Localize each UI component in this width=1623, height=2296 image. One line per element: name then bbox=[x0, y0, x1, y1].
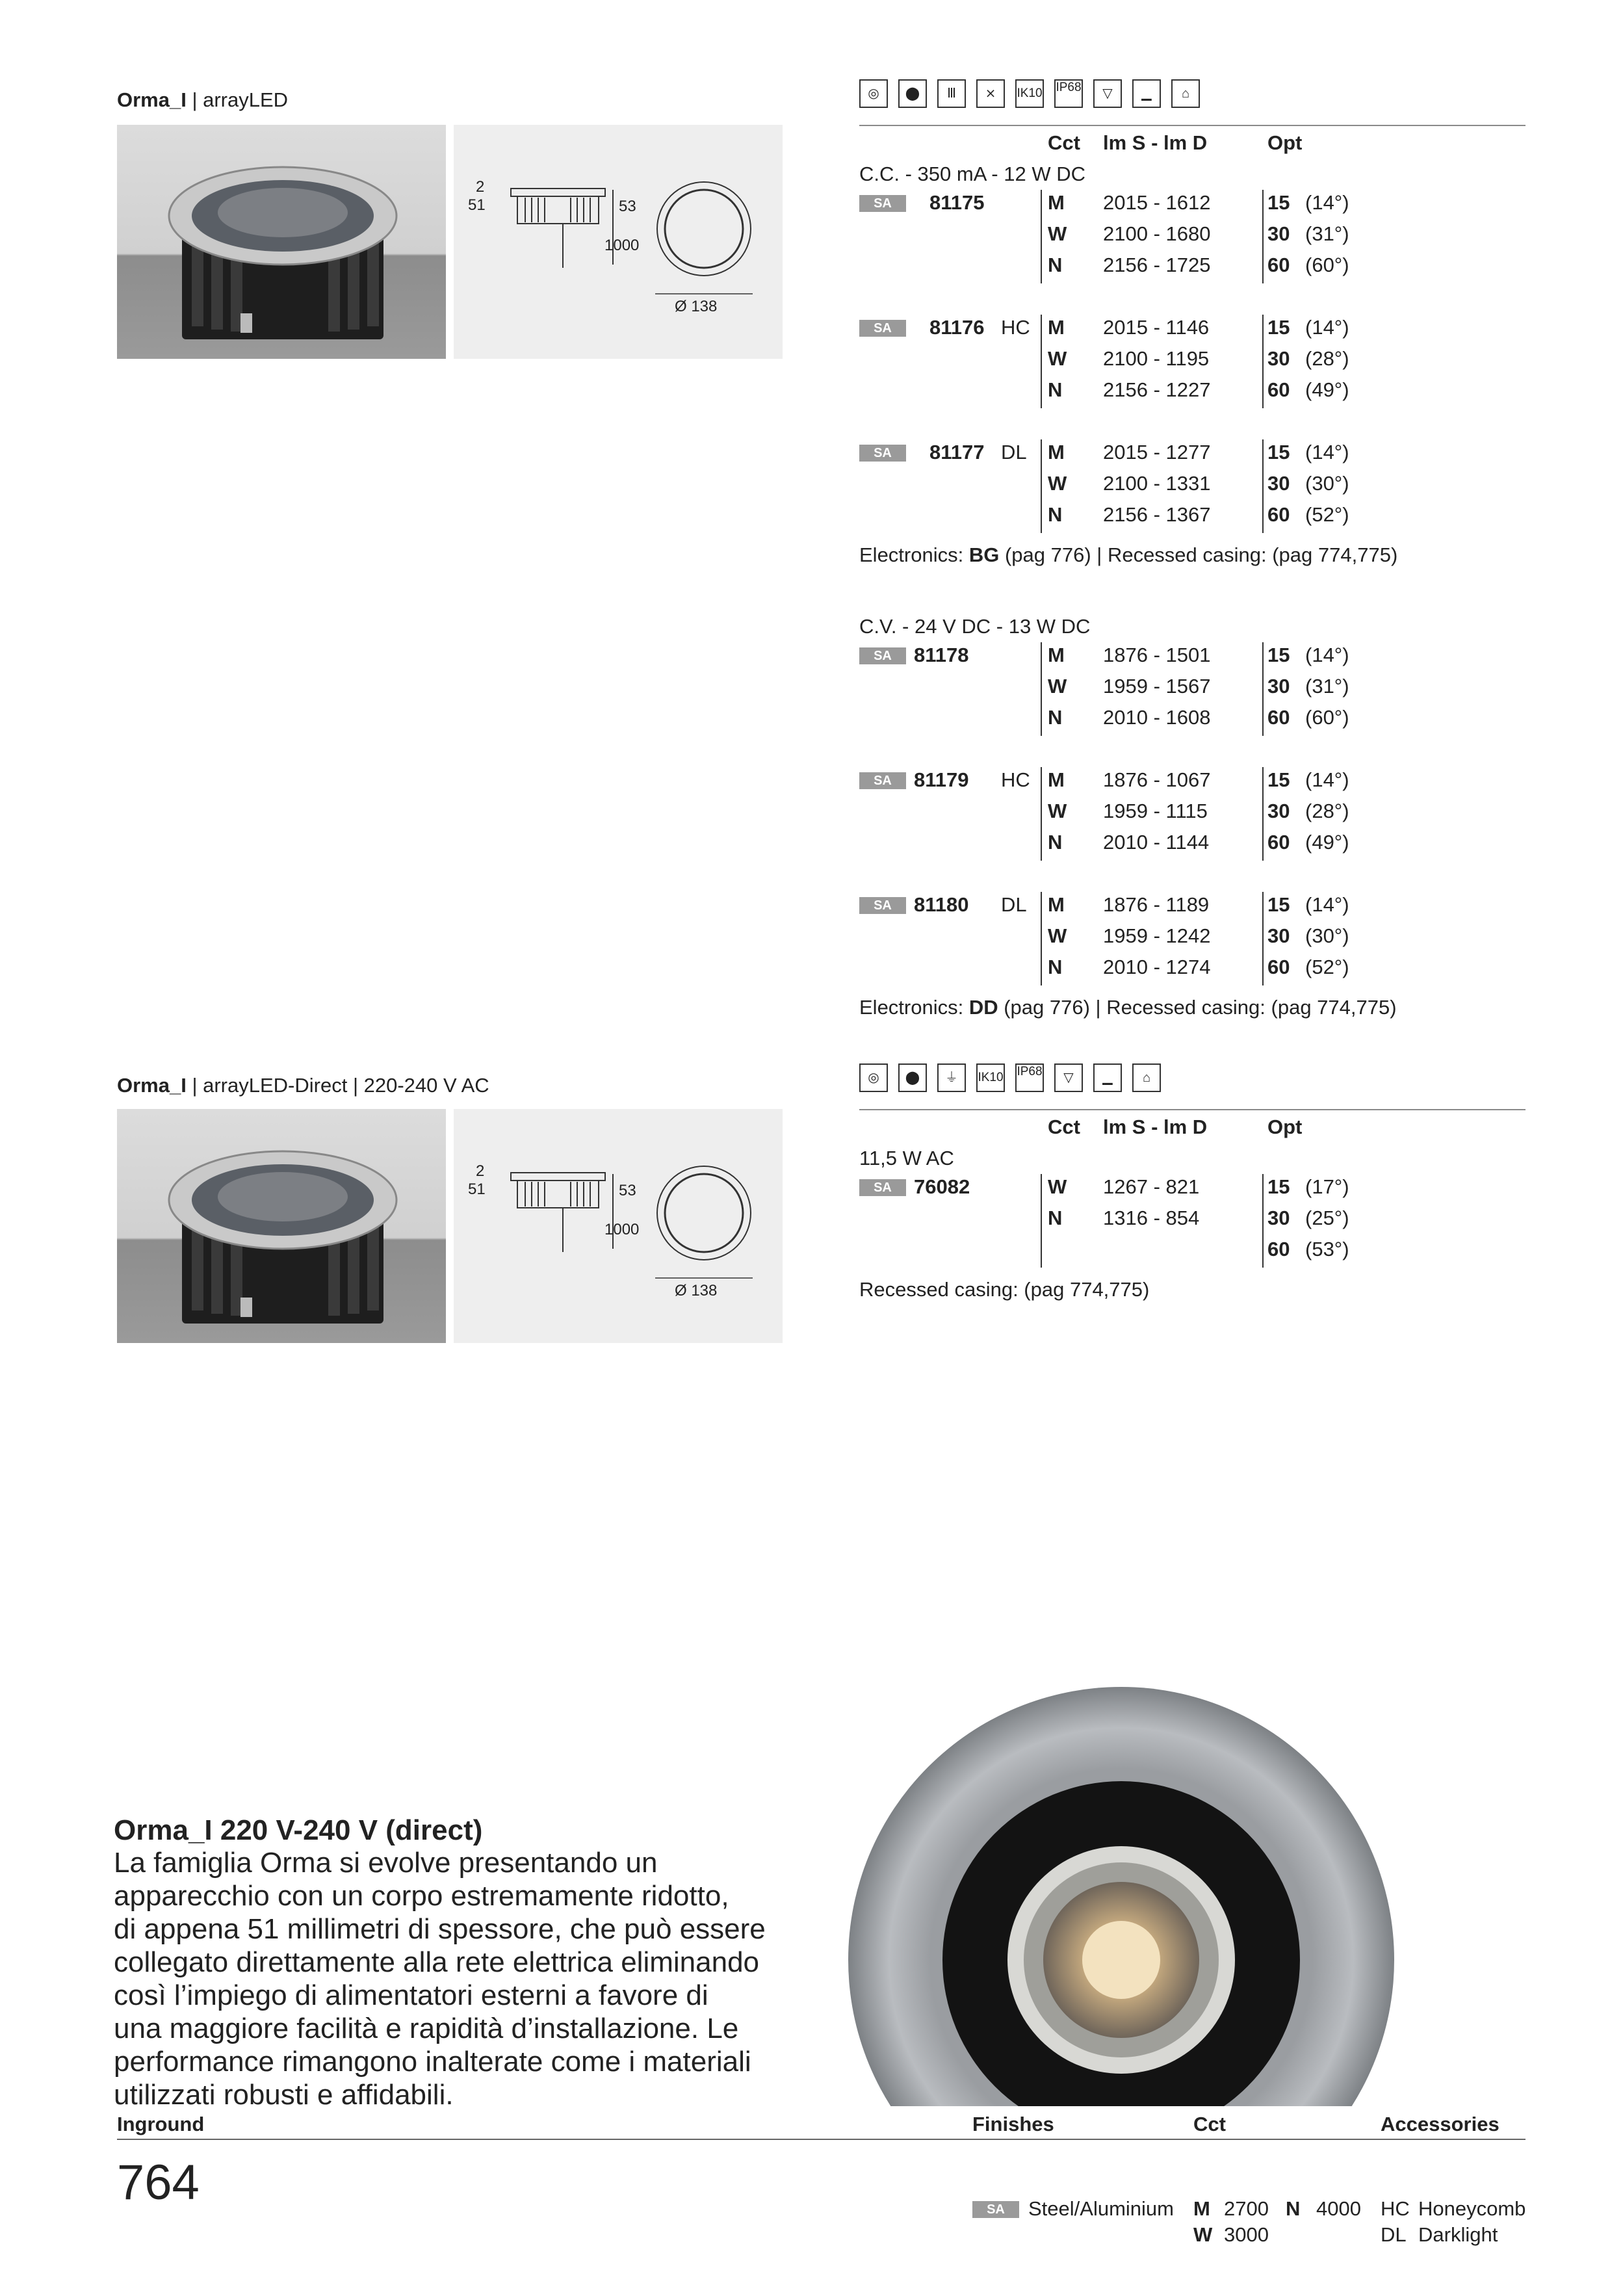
beam-angle: (14°) bbox=[1305, 191, 1349, 214]
optic-value: 30 bbox=[1267, 222, 1290, 245]
product-photo bbox=[117, 125, 446, 359]
description-line: di appena 51 millimetri di spessore, che può essere bbox=[114, 1913, 766, 1945]
optic-value: 30 bbox=[1267, 924, 1290, 947]
electronics-note: Electronics: DD (pag 776) | Recessed casing: (pag 774,775) bbox=[859, 996, 1397, 1019]
optic-value: 60 bbox=[1267, 956, 1290, 978]
beam-angle: (60°) bbox=[1305, 254, 1349, 276]
optic-value: 15 bbox=[1267, 1175, 1290, 1198]
dim-51: 51 bbox=[468, 196, 486, 214]
recessed-note: Recessed casing: (pag 774,775) bbox=[859, 1278, 1150, 1301]
cct-divider bbox=[1041, 315, 1042, 408]
dim-53: 53 bbox=[619, 1182, 636, 1199]
optic-value: 60 bbox=[1267, 503, 1290, 526]
beam-angle: (14°) bbox=[1305, 644, 1349, 666]
recessed-icon: ◎ bbox=[859, 79, 888, 108]
lumen-value: 2015 - 1612 bbox=[1103, 191, 1211, 214]
opt-divider bbox=[1262, 1174, 1264, 1268]
ik10-icon: IK10 bbox=[976, 1063, 1005, 1092]
footprint-icon: ⬤ bbox=[898, 79, 927, 108]
product-photo-illustration bbox=[117, 125, 446, 359]
technical-drawing bbox=[454, 125, 783, 359]
footer-cct-label: Cct bbox=[1193, 2113, 1226, 2135]
cct-value: M bbox=[1048, 316, 1065, 339]
earth-icon: ⏚ bbox=[937, 1063, 966, 1092]
optic-value: 30 bbox=[1267, 1207, 1290, 1229]
optic-value: 60 bbox=[1267, 831, 1290, 854]
description-title: Orma_I 220 V-240 V (direct) bbox=[114, 1814, 483, 1846]
variant: HC bbox=[1001, 316, 1030, 339]
col-lm: lm S - lm D bbox=[1103, 131, 1208, 154]
finish-badge: SA bbox=[859, 897, 906, 914]
accessory-code: HC bbox=[1381, 2197, 1410, 2220]
electronics-note: Electronics: BG (pag 776) | Recessed casing: (pag 774,775) bbox=[859, 543, 1398, 566]
finish-badge: SA bbox=[859, 1179, 906, 1196]
col-cct: Cct bbox=[1048, 1115, 1080, 1138]
dim-2: 2 bbox=[476, 1162, 485, 1180]
optic-value: 60 bbox=[1267, 378, 1290, 401]
cct-value: N bbox=[1048, 956, 1063, 978]
cct-code: N bbox=[1286, 2197, 1301, 2220]
outdoor-icon: ⌂ bbox=[1132, 1063, 1161, 1092]
lumen-value: 1959 - 1242 bbox=[1103, 924, 1211, 947]
cct-value: M bbox=[1048, 644, 1065, 666]
product-code: 81175 bbox=[929, 191, 985, 214]
group-label: 11,5 W AC bbox=[859, 1147, 954, 1169]
class-iii-icon: Ⅲ bbox=[937, 79, 966, 108]
optic-value: 15 bbox=[1267, 191, 1290, 214]
cct-kelvin: 3000 bbox=[1224, 2223, 1269, 2246]
lumen-value: 2010 - 1608 bbox=[1103, 706, 1211, 729]
optic-value: 30 bbox=[1267, 347, 1290, 370]
beam-angle: (14°) bbox=[1305, 316, 1349, 339]
cct-value: N bbox=[1048, 503, 1063, 526]
beam-angle: (49°) bbox=[1305, 831, 1349, 854]
accessory-name: Honeycomb bbox=[1418, 2197, 1526, 2220]
col-opt: Opt bbox=[1267, 131, 1303, 154]
description-line: performance rimangono inalterate come i materiali bbox=[114, 2046, 751, 2078]
header-divider bbox=[859, 1109, 1526, 1110]
product-code: 76082 bbox=[914, 1175, 970, 1198]
description-line: apparecchio con un corpo estremamente ridotto, bbox=[114, 1880, 729, 1912]
dim-1000: 1000 bbox=[604, 1221, 640, 1238]
cct-value: W bbox=[1048, 800, 1067, 822]
section1-title: Orma_I | arrayLED bbox=[117, 88, 289, 111]
beam-angle: (17°) bbox=[1305, 1175, 1349, 1198]
product-code: 81180 bbox=[914, 893, 969, 916]
cct-value: M bbox=[1048, 441, 1065, 463]
optic-value: 15 bbox=[1267, 768, 1290, 791]
product-code: 81178 bbox=[914, 644, 969, 666]
lumen-value: 2100 - 1331 bbox=[1103, 472, 1211, 495]
lumen-value: 1876 - 1189 bbox=[1103, 893, 1210, 916]
optic-value: 15 bbox=[1267, 644, 1290, 666]
section2-title: Orma_I | arrayLED-Direct | 220-240 V AC bbox=[117, 1074, 489, 1097]
col-opt: Opt bbox=[1267, 1115, 1303, 1138]
dim-diameter: Ø 138 bbox=[675, 1282, 718, 1299]
lumen-value: 2010 - 1274 bbox=[1103, 956, 1211, 978]
col-cct: Cct bbox=[1048, 131, 1080, 154]
optic-value: 15 bbox=[1267, 441, 1290, 463]
footer-divider bbox=[117, 2139, 1526, 2140]
footer-finishes-label: Finishes bbox=[972, 2113, 1054, 2135]
dim-diameter: Ø 138 bbox=[675, 298, 718, 315]
variant: HC bbox=[1001, 768, 1030, 791]
opt-divider bbox=[1262, 642, 1264, 736]
cct-divider bbox=[1041, 439, 1042, 533]
product-code: 81179 bbox=[914, 768, 969, 791]
cct-divider bbox=[1041, 767, 1042, 861]
cct-value: W bbox=[1048, 675, 1067, 698]
beam-angle: (14°) bbox=[1305, 441, 1349, 463]
footprint-icon: ⬤ bbox=[898, 1063, 927, 1092]
lumen-value: 1876 - 1067 bbox=[1103, 768, 1211, 791]
beam-icon: ▽ bbox=[1093, 79, 1122, 108]
beam-angle: (31°) bbox=[1305, 675, 1349, 698]
lumen-value: 1959 - 1567 bbox=[1103, 675, 1211, 698]
cct-value: N bbox=[1048, 254, 1063, 276]
opt-divider bbox=[1262, 767, 1264, 861]
beam-angle: (31°) bbox=[1305, 222, 1349, 245]
beam-angle: (52°) bbox=[1305, 956, 1349, 978]
finish-name: Steel/Aluminium bbox=[1028, 2197, 1174, 2220]
lumen-value: 1876 - 1501 bbox=[1103, 644, 1211, 666]
cct-divider bbox=[1041, 190, 1042, 283]
dim-53: 53 bbox=[619, 198, 636, 215]
cct-divider bbox=[1041, 642, 1042, 736]
beam-angle: (14°) bbox=[1305, 893, 1349, 916]
recessed-icon: ◎ bbox=[859, 1063, 888, 1092]
cct-kelvin: 2700 bbox=[1224, 2197, 1269, 2220]
opt-divider bbox=[1262, 892, 1264, 985]
product-code: 81177 bbox=[929, 441, 985, 463]
ik10-icon: IK10 bbox=[1015, 79, 1044, 108]
page-number: 764 bbox=[117, 2155, 200, 2210]
beam-angle: (14°) bbox=[1305, 768, 1349, 791]
optic-value: 60 bbox=[1267, 706, 1290, 729]
cct-value: W bbox=[1048, 222, 1067, 245]
cct-value: N bbox=[1048, 1207, 1063, 1229]
product-photo bbox=[117, 1109, 446, 1343]
beam-icon: ▽ bbox=[1054, 1063, 1083, 1092]
lumen-value: 2015 - 1277 bbox=[1103, 441, 1211, 463]
lumen-value: 2100 - 1195 bbox=[1103, 347, 1210, 370]
closeup-illustration bbox=[845, 1684, 1417, 2106]
optic-value: 30 bbox=[1267, 675, 1290, 698]
lumen-value: 1959 - 1115 bbox=[1103, 800, 1208, 822]
lumen-value: 1267 - 821 bbox=[1103, 1175, 1200, 1198]
cct-value: M bbox=[1048, 768, 1065, 791]
lumen-value: 2156 - 1227 bbox=[1103, 378, 1211, 401]
ground-icon: ▁ bbox=[1093, 1063, 1122, 1092]
cct-value: N bbox=[1048, 831, 1063, 854]
finish-badge: SA bbox=[859, 320, 906, 337]
outdoor-icon: ⌂ bbox=[1171, 79, 1200, 108]
opt-divider bbox=[1262, 439, 1264, 533]
variant: DL bbox=[1001, 441, 1027, 463]
cct-divider bbox=[1041, 1174, 1042, 1268]
beam-angle: (30°) bbox=[1305, 924, 1349, 947]
cct-value: W bbox=[1048, 472, 1067, 495]
lumen-value: 2156 - 1725 bbox=[1103, 254, 1211, 276]
ground-icon: ▁ bbox=[1132, 79, 1161, 108]
product-code: 81176 bbox=[929, 316, 985, 339]
dim-1000: 1000 bbox=[604, 237, 640, 254]
optic-value: 30 bbox=[1267, 800, 1290, 822]
optic-value: 15 bbox=[1267, 316, 1290, 339]
finish-badge: SA bbox=[859, 647, 906, 664]
optic-value: 60 bbox=[1267, 254, 1290, 276]
beam-angle: (49°) bbox=[1305, 378, 1349, 401]
lumen-value: 2015 - 1146 bbox=[1103, 316, 1210, 339]
beam-angle: (25°) bbox=[1305, 1207, 1349, 1229]
lumen-value: 2100 - 1680 bbox=[1103, 222, 1211, 245]
technical-drawing bbox=[454, 1109, 783, 1343]
finish-badge: SA bbox=[972, 2201, 1019, 2218]
lumen-value: 2156 - 1367 bbox=[1103, 503, 1211, 526]
opt-divider bbox=[1262, 315, 1264, 408]
finish-badge: SA bbox=[859, 445, 906, 462]
beam-angle: (28°) bbox=[1305, 347, 1349, 370]
cct-code: M bbox=[1193, 2197, 1210, 2220]
description-line: collegato direttamente alla rete elettrica eliminando bbox=[114, 1946, 760, 1978]
beam-angle: (30°) bbox=[1305, 472, 1349, 495]
ip68-icon: IP68 bbox=[1054, 79, 1083, 108]
description-line: utilizzati robusti e affidabili. bbox=[114, 2079, 454, 2111]
beam-angle: (52°) bbox=[1305, 503, 1349, 526]
lumen-value: 1316 - 854 bbox=[1103, 1207, 1200, 1229]
header-divider bbox=[859, 125, 1526, 126]
optic-value: 15 bbox=[1267, 893, 1290, 916]
footer-accessories-label: Accessories bbox=[1381, 2113, 1500, 2135]
cct-value: W bbox=[1048, 347, 1067, 370]
col-lm: lm S - lm D bbox=[1103, 1115, 1208, 1138]
variant: DL bbox=[1001, 893, 1027, 916]
group-label: C.C. - 350 mA - 12 W DC bbox=[859, 163, 1085, 185]
cct-kelvin: 4000 bbox=[1316, 2197, 1361, 2220]
group-label: C.V. - 24 V DC - 13 W DC bbox=[859, 615, 1091, 638]
finish-badge: SA bbox=[859, 772, 906, 789]
lumen-value: 2010 - 1144 bbox=[1103, 831, 1210, 854]
cct-value: W bbox=[1048, 924, 1067, 947]
finish-badge: SA bbox=[859, 195, 906, 212]
cct-divider bbox=[1041, 892, 1042, 985]
optic-value: 60 bbox=[1267, 1238, 1290, 1260]
product-closeup-photo bbox=[845, 1684, 1417, 2106]
beam-angle: (60°) bbox=[1305, 706, 1349, 729]
cct-value: M bbox=[1048, 191, 1065, 214]
dim-2: 2 bbox=[476, 178, 485, 196]
product-photo-illustration bbox=[117, 1109, 446, 1343]
description-line: La famiglia Orma si evolve presentando un bbox=[114, 1847, 658, 1879]
accessory-code: DL bbox=[1381, 2223, 1407, 2246]
dim-51: 51 bbox=[468, 1181, 486, 1198]
optic-value: 30 bbox=[1267, 472, 1290, 495]
cct-value: N bbox=[1048, 378, 1063, 401]
opt-divider bbox=[1262, 190, 1264, 283]
cct-code: W bbox=[1193, 2223, 1213, 2246]
ip68-icon: IP68 bbox=[1015, 1063, 1044, 1092]
cct-value: M bbox=[1048, 893, 1065, 916]
description-line: così l’impiego di alimentatori esterni a favore di bbox=[114, 1979, 708, 2011]
footer-category: Inground bbox=[117, 2113, 205, 2135]
no-cover-icon: ⨯ bbox=[976, 79, 1005, 108]
cct-value: N bbox=[1048, 706, 1063, 729]
accessory-name: Darklight bbox=[1418, 2223, 1498, 2246]
cct-value: W bbox=[1048, 1175, 1067, 1198]
beam-angle: (53°) bbox=[1305, 1238, 1349, 1260]
description-line: una maggiore facilità e rapidità d’installazione. Le bbox=[114, 2013, 739, 2044]
beam-angle: (28°) bbox=[1305, 800, 1349, 822]
